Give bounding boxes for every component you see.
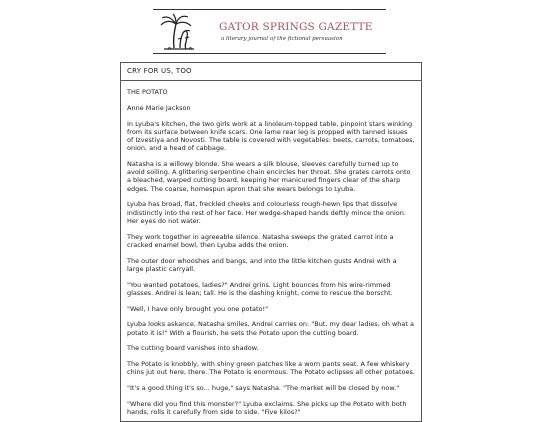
story-paragraph: Lyuba has broad, flat, freckled cheeks and colourless rough-hewn lips that dissolve indistinctly into the rest of her face. Her wedge-shaped hands deftly mince the onion. Her eyes do not water. [127, 200, 406, 225]
story-paragraph: The outer door whooshes and bangs, and into the little kitchen gusts Andrei with a large plastic carryall. [127, 256, 397, 273]
story-paragraph: Lyuba looks askance, Natasha smiles, Andrei carries on: "But, my dear ladies, oh what a potato it is!" With a flourish, he sets the Potato upon the cutting board. [127, 320, 414, 337]
story-title: THE POTATO [127, 88, 168, 96]
section-header: CRY FOR US, TOO [121, 63, 421, 81]
story-paragraph: "You wanted potatoes, ladies?" Andrei grins. Light bounces from his wire-rimmed glasses. Andrei is lean; tall. He is the dashing knight, come to rescue the borscht. [127, 280, 393, 297]
story-paragraph: "Well, I have only brought you one potato!" [127, 304, 269, 313]
story-paragraph: "Where did you find this monster?" Lyuba exclaims. She picks up the Potato with both hands, rolls it carefully from side to side. "Five kilos?" [127, 400, 407, 417]
story-author: Anne Marie Jackson [127, 103, 191, 112]
story-content[interactable] [121, 81, 421, 416]
story-paragraph: The cutting board vanishes into shadow. [127, 344, 259, 353]
story-paragraph: In Lyuba's kitchen, the two girls work at a linoleum-topped table, pinpoint stars winking from its surface between knife scars. One lame rear leg is propped with tanned issues of Izvestiya and Novosti. The table is covered with vegetables: beets, carrots, tomatoes, onion, and a head of cabbage. [127, 119, 415, 153]
masthead-bottom-rule [153, 53, 386, 54]
story-paragraph: Natasha is a willowy blonde. She wears a silk blouse, sleeves carefully turned up to avoid soiling. A glittering serpentine chain encircles her throat. She grates carrots onto a bleached, warped cutting board, keeping her manicured fingers clear of the sharp edges. The coarse, homespun apron that she wears belongs to Lyuba. [127, 160, 411, 193]
story-paragraph: "It's a good thing it's so... huge," says Natasha. "The market will be closed by now." [127, 384, 400, 393]
story-box [120, 62, 422, 422]
masthead [0, 0, 540, 60]
site-title: GATOR SPRINGS GAZETTE [219, 21, 373, 33]
alligator-palm-tree-logo-icon [156, 12, 198, 52]
site-subtitle: a literary journal of the fictional persuasion [221, 36, 343, 42]
story-paragraph: They work together in agreeable silence. Natasha sweeps the grated carrot into a cracked enamel bowl, then Lyuba adds the onion. [127, 232, 394, 249]
story-paragraph: The Potato is knobbly, with shiny green patches like a worn pants seat. A few whiskery chins jut out here, there. The Potato is enormous. The Potato eclipses all other potatoes. [127, 360, 415, 377]
masthead-top-rule [153, 9, 386, 10]
